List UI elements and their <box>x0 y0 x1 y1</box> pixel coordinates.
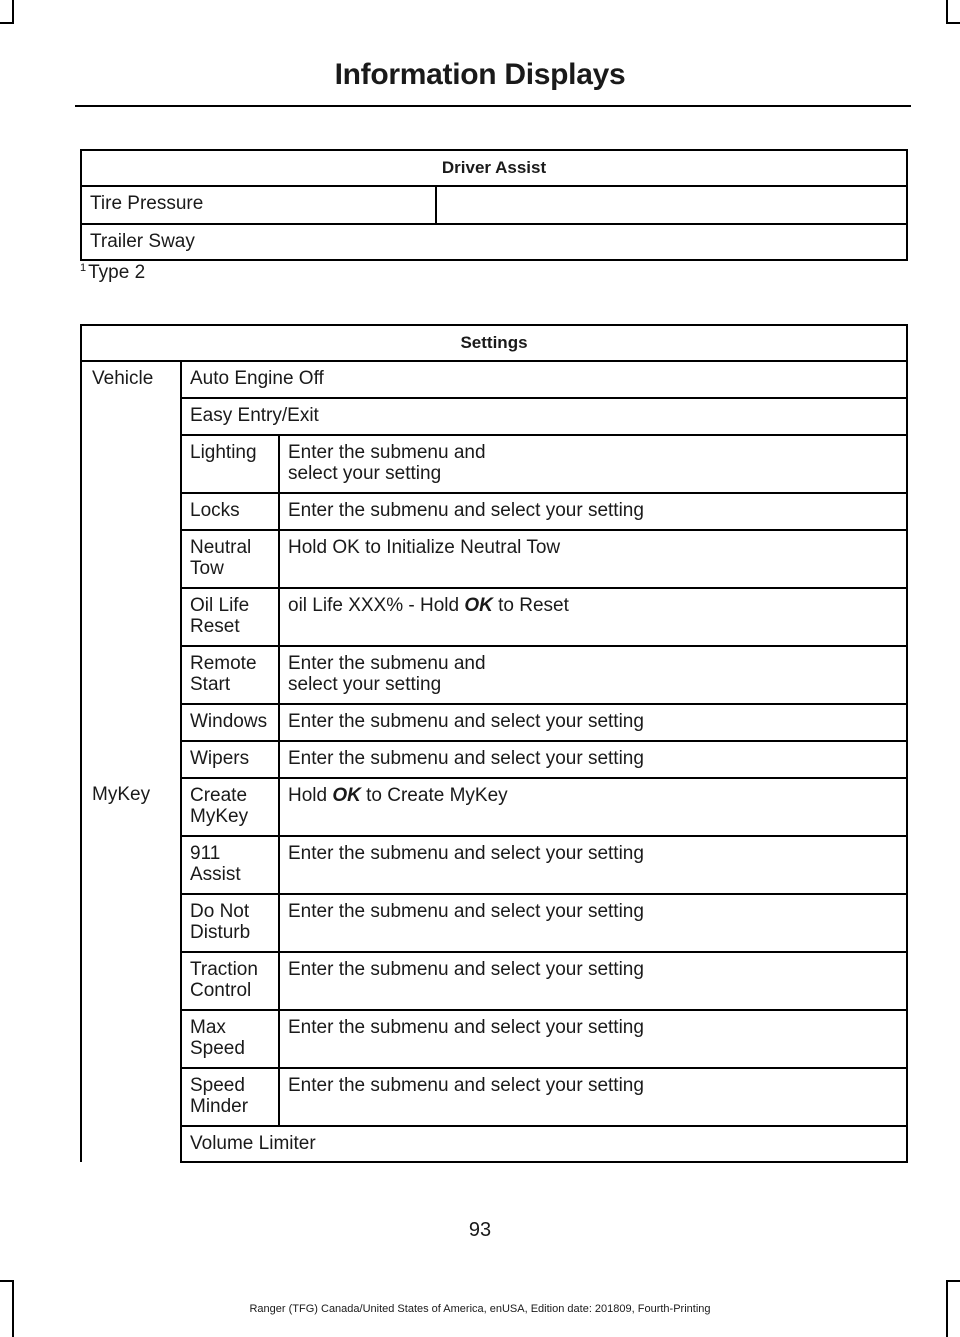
cell-line: MyKey <box>190 806 249 827</box>
crop-mark <box>946 0 948 24</box>
page-title: Information Displays <box>334 58 626 91</box>
cell-line: select your setting <box>288 674 442 695</box>
cell-text: oil Life XXX% - Hold <box>288 595 465 616</box>
cell-line: Start <box>190 674 231 695</box>
cell-line: Neutral <box>190 537 252 558</box>
driver-assist-table <box>80 149 908 261</box>
cell-text: to Reset <box>492 595 569 616</box>
table-cell: Windows <box>181 704 279 741</box>
cell-line: Speed <box>190 1075 245 1096</box>
table-cell <box>279 778 907 836</box>
table-cell: Enter the submenu and select your setting <box>279 493 907 530</box>
category-label-vehicle: Vehicle <box>81 361 181 398</box>
cell-line: Traction <box>190 959 258 980</box>
cell-text: to Create MyKey <box>360 785 508 806</box>
crop-mark <box>946 22 960 24</box>
table-cell <box>436 186 907 224</box>
category-label-mykey: MyKey <box>81 778 181 836</box>
cell-line: 911 <box>190 843 221 864</box>
footnote-marker: 1 <box>80 262 87 274</box>
table-cell <box>279 435 907 493</box>
table-cell <box>181 530 279 588</box>
table-cell <box>181 646 279 704</box>
table-cell: Locks <box>181 493 279 530</box>
table-cell <box>279 588 907 646</box>
table-cell <box>181 836 279 894</box>
cell-line: select your setting <box>288 463 442 484</box>
table-cell <box>279 646 907 704</box>
table-cell <box>181 778 279 836</box>
crop-mark <box>0 22 14 24</box>
table-cell: Easy Entry/Exit <box>181 398 907 435</box>
footnote-text: Type 2 <box>88 262 146 283</box>
header-divider <box>75 105 911 107</box>
table-cell <box>181 588 279 646</box>
table-cell: Lighting <box>181 435 279 493</box>
table-cell: Enter the submenu and select your setting <box>279 836 907 894</box>
cell-line: Assist <box>190 864 241 885</box>
ok-key-label: OK <box>332 785 361 806</box>
settings-table <box>80 324 908 1163</box>
ok-key-label: OK <box>464 595 493 616</box>
edition-footer: Ranger (TFG) Canada/United States of America, enUSA, Edition date: 201809, Fourth-Printing <box>249 1303 711 1315</box>
cell-line: Minder <box>190 1096 249 1117</box>
footnote <box>80 262 145 284</box>
table-heading: Driver Assist <box>81 150 907 186</box>
table-heading: Settings <box>81 325 907 361</box>
cell-line: Enter the submenu and <box>288 653 486 674</box>
table-cell: Auto Engine Off <box>181 361 907 398</box>
table-cell: Trailer Sway <box>81 224 907 260</box>
cell-line: Remote <box>190 653 257 674</box>
cell-line: Max <box>190 1017 226 1038</box>
cell-line: Speed <box>190 1038 245 1059</box>
cell-line: Reset <box>190 616 240 637</box>
cell-line: Do Not <box>190 901 250 922</box>
cell-line: Tow <box>190 558 224 579</box>
table-cell: Hold OK to Initialize Neutral Tow <box>279 530 907 588</box>
table-cell: Wipers <box>181 741 279 778</box>
table-cell: Enter the submenu and select your setting <box>279 741 907 778</box>
table-cell <box>181 1010 279 1068</box>
table-cell: Enter the submenu and select your setting <box>279 1010 907 1068</box>
crop-mark <box>12 0 14 24</box>
cell-text: Hold <box>288 785 333 806</box>
table-cell: Enter the submenu and select your setting <box>279 952 907 1010</box>
cell-line: Disturb <box>190 922 251 943</box>
table-cell: Tire Pressure <box>81 186 436 224</box>
cell-line: Control <box>190 980 252 1001</box>
cell-line: Oil Life <box>190 595 250 616</box>
crop-mark <box>946 1280 960 1282</box>
table-cell: Enter the submenu and select your setting <box>279 1068 907 1126</box>
page-number: 93 <box>468 1219 492 1241</box>
table-cell <box>181 1068 279 1126</box>
table-cell <box>181 952 279 1010</box>
crop-mark <box>0 1280 14 1282</box>
cell-line: Create <box>190 785 248 806</box>
table-cell: Volume Limiter <box>181 1126 907 1162</box>
table-cell: Enter the submenu and select your setting <box>279 894 907 952</box>
table-cell <box>181 894 279 952</box>
cell-line: Enter the submenu and <box>288 442 486 463</box>
table-cell: Enter the submenu and select your setting <box>279 704 907 741</box>
